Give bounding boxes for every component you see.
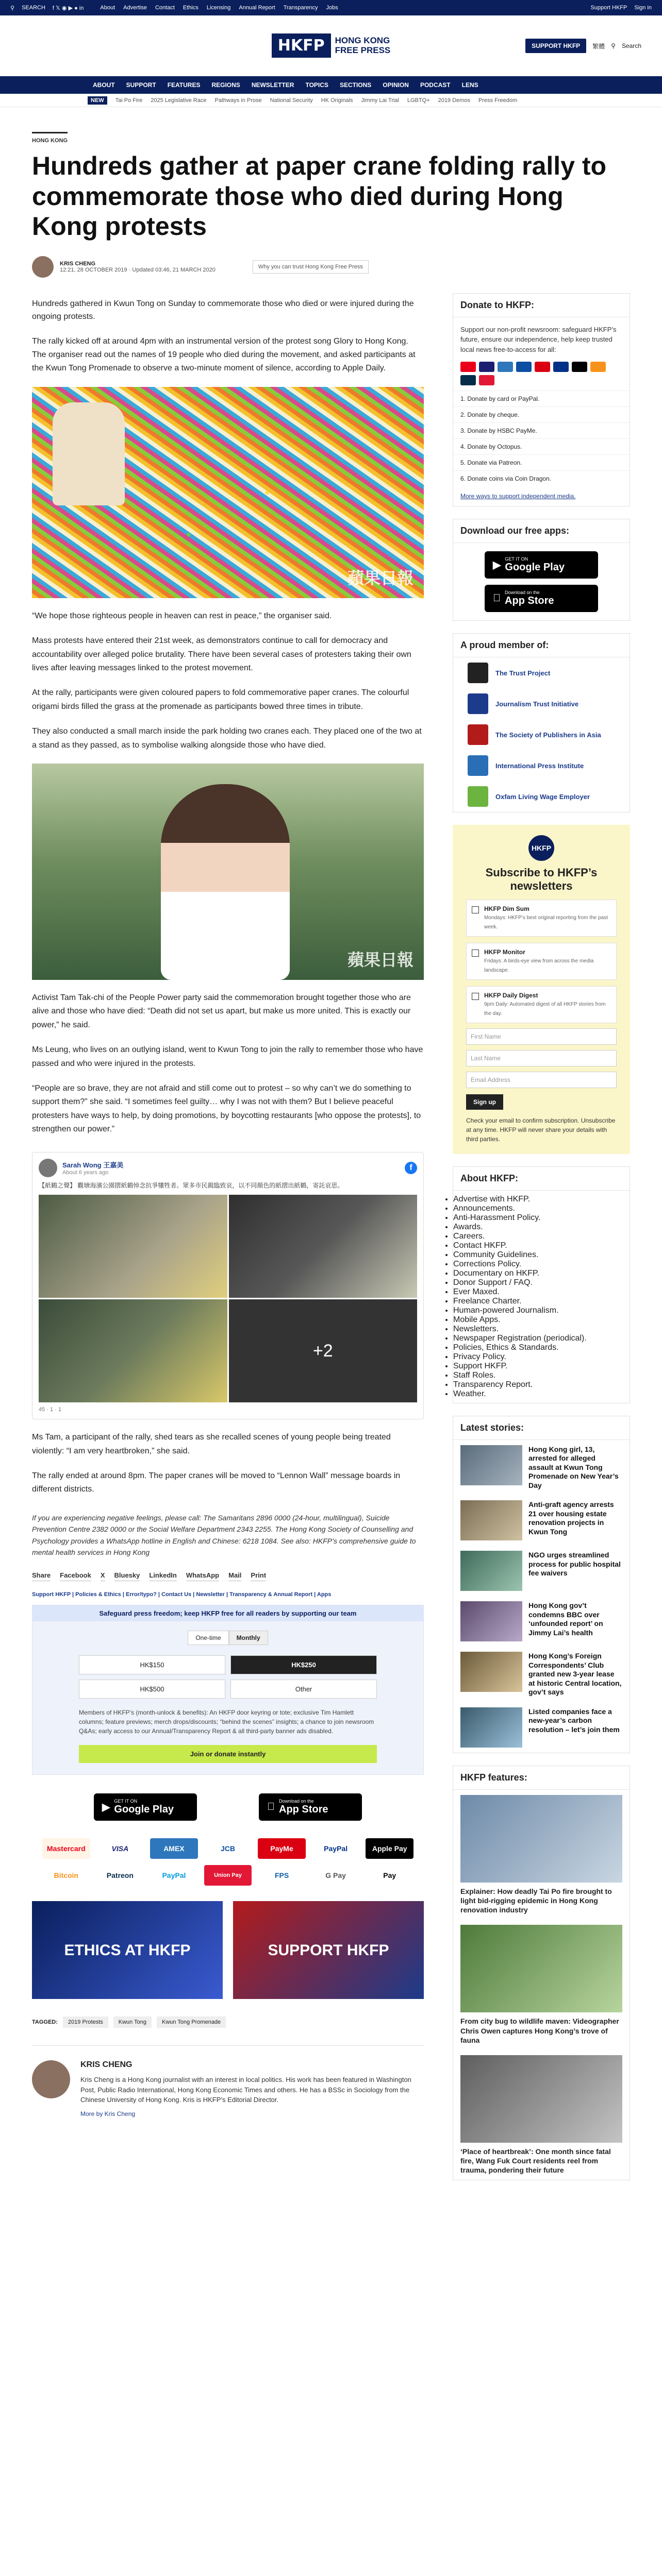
tab-monthly[interactable]: Monthly	[229, 1631, 268, 1645]
story-title[interactable]: Hong Kong’s Foreign Correspondents’ Club granted new 3-year lease at historic Central location, gov’t says	[528, 1652, 622, 1697]
about-link[interactable]: • Corrections Policy.	[453, 1260, 630, 1269]
member-trust-project[interactable]	[453, 657, 630, 688]
donate-option[interactable]: 6. Donate coins via Coin Dragon.	[453, 470, 630, 486]
gp-label: Google Play	[505, 562, 565, 573]
gp-small: GET IT ON	[505, 556, 528, 562]
about-link[interactable]: • Transparency Report.	[453, 1380, 630, 1389]
share-print[interactable]: Print	[251, 1571, 266, 1581]
latest-title: Latest stories:	[453, 1416, 630, 1440]
app-store-badges	[32, 1793, 424, 1821]
donate-option[interactable]: 2. Donate by cheque.	[453, 406, 630, 422]
google-play-icon: ▶	[493, 560, 501, 571]
about-link[interactable]: • Support HKFP.	[453, 1362, 630, 1371]
topbar-link-jobs[interactable]: Jobs	[326, 5, 338, 11]
email-field[interactable]: Email Address	[466, 1072, 617, 1088]
bitcoin-icon	[590, 362, 606, 372]
member-label: The Trust Project	[495, 669, 551, 677]
about-link[interactable]: • Announcements.	[453, 1204, 630, 1213]
feature-title[interactable]: From city bug to wildlife maven: Videographer Chris Owen captures Hong Kong’s trove of fauna	[460, 2017, 619, 2044]
about-link[interactable]: • Advertise with HKFP.	[453, 1195, 630, 1204]
topbar-link-transparency[interactable]: Transparency	[283, 5, 318, 11]
jcb-icon: JCB	[220, 1844, 235, 1853]
article-title: Hundreds gather at paper crane folding rally to commemorate those who died during Hong Kong protests	[32, 151, 607, 241]
logo-line-1: HONG KONG	[335, 35, 390, 45]
site-header	[0, 15, 662, 76]
about-link[interactable]: • Newspaper Registration (periodical).	[453, 1334, 630, 1343]
donate-option[interactable]: 5. Donate via Patreon.	[453, 454, 630, 470]
member-oxfam[interactable]	[453, 781, 630, 812]
fps-icon: FPS	[274, 1871, 289, 1880]
nav-support[interactable]: SUPPORT	[126, 81, 156, 89]
fb-stats: 45 · 1 · 1	[39, 1406, 62, 1413]
donate-widget	[32, 1605, 424, 1775]
trending-item[interactable]: Tai Po Fire	[115, 97, 143, 104]
nl-option-title: HKFP Dim Sum	[484, 905, 529, 912]
tag[interactable]: Kwun Tong Promenade	[157, 2016, 226, 2028]
paragraph: They also conducted a small march inside the park holding two cranes each. They placed one of the two at a stand as they passed, as to symbolise walking alongside those who have died.	[32, 727, 422, 750]
newsletter-signup	[453, 825, 630, 1154]
unionpay-icon	[479, 375, 494, 385]
more-ways-link[interactable]: More ways to support independent media.	[460, 493, 576, 500]
byline	[32, 256, 630, 278]
google-play-badge[interactable]	[94, 1793, 197, 1821]
about-list	[453, 1191, 630, 1403]
newsletter-option[interactable]	[466, 986, 617, 1023]
author-avatar[interactable]	[32, 2060, 70, 2098]
paragraph: Mass protests have entered their 21st week, as demonstrators continue to call for democracy and accountability over alleged police brutality. There have been several cases of protesters taking their own lives after leaving messages linked to the protest movement.	[32, 636, 411, 673]
about-link[interactable]: • Human-powered Journalism.	[453, 1306, 630, 1315]
donate-option[interactable]: 3. Donate by HSBC PayMe.	[453, 422, 630, 438]
member-label: The Society of Publishers in Asia	[495, 731, 601, 739]
about-link[interactable]: • Policies, Ethics & Standards.	[453, 1343, 630, 1352]
as-label: App Store	[497, 595, 547, 606]
nav-podcast[interactable]: PODCAST	[420, 81, 451, 89]
paragraph: The rally ended at around 8pm. The paper cranes will be moved to “Lennon Wall” message boards in different districts.	[32, 1471, 401, 1494]
last-name-field[interactable]: Last Name	[466, 1050, 617, 1066]
amount-option-selected[interactable]: HK$250	[230, 1655, 377, 1674]
search-icon[interactable]: ⚲	[10, 5, 15, 11]
members-title: A proud member of:	[453, 634, 630, 657]
header-search-label[interactable]: Search	[621, 42, 641, 49]
trending-item[interactable]: 2025 Legislative Race	[151, 97, 207, 104]
feature-item[interactable]	[453, 1920, 630, 2050]
header-search-icon[interactable]: ⚲	[611, 42, 616, 49]
top-utility-bar	[0, 0, 662, 15]
hkfp-logo[interactable]	[272, 33, 391, 58]
about-link[interactable]: • Anti-Harassment Policy.	[453, 1213, 630, 1223]
topbar-support-link[interactable]: Support HKFP	[590, 5, 627, 11]
story-item[interactable]	[453, 1495, 630, 1546]
sidebar	[453, 278, 630, 2181]
visa-icon: VISA	[111, 1844, 129, 1853]
tag-list	[32, 2016, 424, 2028]
about-link[interactable]: • Staff Roles.	[453, 1371, 630, 1380]
oxfam-logo	[468, 786, 488, 807]
topbar-link-about[interactable]: About	[100, 5, 115, 11]
donate-option[interactable]: 4. Donate by Octopus.	[453, 438, 630, 454]
paragraph: The rally kicked off at around 4pm with an instrumental version of the protest song Glory to Hong Kong. The organiser read out the names of 19 people who died during the movement, and asked participants at the Kwun Tong Promenade to observe a two-minute moment of silence, according to Apple Daily.	[32, 336, 416, 373]
share-x[interactable]: X	[101, 1571, 105, 1581]
about-link[interactable]: • Mobile Apps.	[453, 1315, 630, 1325]
trending-item[interactable]: Pathways in Prose	[214, 97, 262, 104]
nav-sections[interactable]: SECTIONS	[339, 81, 372, 89]
nav-regions[interactable]: REGIONS	[211, 81, 240, 89]
latest-stories	[453, 1416, 630, 1753]
donate-option[interactable]: 1. Donate by card or PayPal.	[453, 391, 630, 406]
signin-link[interactable]: Sign in	[634, 5, 652, 11]
about-link[interactable]: • Contact HKFP.	[453, 1241, 630, 1250]
fb-photo[interactable]	[39, 1195, 227, 1298]
story-thumbnail[interactable]	[460, 1445, 522, 1485]
about-title: About HKFP:	[453, 1167, 630, 1191]
payment-logos	[32, 1838, 424, 1886]
search-link[interactable]: SEARCH	[22, 5, 45, 11]
app-store-badge[interactable]	[485, 585, 598, 612]
article-category[interactable]: HONG KONG	[32, 132, 68, 144]
features-title: HKFP features:	[453, 1766, 630, 1790]
trending-item[interactable]: HK Originals	[321, 97, 353, 104]
share-facebook[interactable]: Facebook	[60, 1571, 91, 1581]
story-item[interactable]	[453, 1647, 630, 1702]
member-label: Journalism Trust Initiative	[495, 700, 579, 708]
topbar-links	[100, 5, 338, 11]
article-lead: Hundreds gathered in Kwun Tong on Sunday to commemorate those who died or were injured during the ongoing protests.	[32, 299, 414, 321]
visa-icon	[479, 362, 494, 372]
about-link[interactable]: • Community Guidelines.	[453, 1250, 630, 1260]
newsletter-title: Subscribe to HKFP’s newsletters	[485, 866, 598, 893]
apps-sidebar	[453, 519, 630, 621]
story-thumbnail[interactable]	[460, 1551, 522, 1591]
checkbox[interactable]	[472, 906, 479, 913]
nl-option-desc: 9pm Daily: Automated digest of all HKFP stories from the day.	[484, 1001, 606, 1016]
facebook-icon[interactable]: f	[405, 1162, 417, 1174]
author-bio: Kris Cheng is a Hong Kong journalist with an interest in local politics. His work has been featured in Washington Post, Public Radio International, Hong Kong Economic Times and others. He has a BSSc in Sociology from the Chinese University of Hong Kong. Kris is HKFP’s Editorial Director.	[80, 2076, 411, 2104]
nl-option-title: HKFP Daily Digest	[484, 991, 538, 999]
paypal-icon: PayPal	[324, 1844, 348, 1853]
donate-sidebar	[453, 293, 630, 507]
gp-small: GET IT ON	[114, 1799, 138, 1804]
fb-photo-more[interactable]: +2	[229, 1299, 418, 1402]
feature-thumbnail[interactable]	[460, 1795, 622, 1883]
google-play-icon: ▶	[102, 1802, 110, 1814]
topbar-link-contact[interactable]: Contact	[155, 5, 175, 11]
share-linkedin[interactable]: LinkedIn	[149, 1571, 176, 1581]
tab-one-time[interactable]: One-time	[188, 1631, 228, 1645]
ipi-logo	[468, 755, 488, 776]
share-bar	[32, 1571, 424, 1581]
as-label: App Store	[271, 1804, 321, 1816]
story-thumbnail[interactable]	[460, 1500, 522, 1540]
apple-icon	[493, 592, 501, 604]
logo-box: HKFP	[272, 33, 331, 58]
first-name-field[interactable]: First Name	[466, 1028, 617, 1045]
patreon-icon	[460, 375, 476, 385]
author-box	[32, 2045, 424, 2117]
fb-photo[interactable]	[39, 1299, 227, 1402]
newsletter-note: Check your email to confirm subscription. Unsubscribe at any time. HKFP will never share your details with third parties.	[466, 1116, 616, 1143]
story-title[interactable]: Anti-graft agency arrests 21 over housing estate renovation projects in Kwun Tong	[528, 1500, 614, 1536]
member-sopa[interactable]	[453, 719, 630, 750]
amount-option[interactable]: HK$500	[79, 1680, 225, 1699]
hkfp-badge: HKFP	[528, 835, 554, 861]
tag[interactable]: 2019 Protests	[63, 2016, 108, 2028]
author-name[interactable]: KRIS CHENG	[60, 260, 96, 267]
trending-item[interactable]: National Security	[270, 97, 313, 104]
card-icons	[453, 362, 630, 391]
support-hkfp-button[interactable]: SUPPORT HKFP	[525, 39, 586, 53]
checkbox[interactable]	[472, 950, 479, 957]
amex-icon: AMEX	[150, 1838, 198, 1859]
unionpay-icon: Union Pay	[204, 1865, 252, 1886]
member-label: International Press Institute	[495, 761, 584, 770]
story-title[interactable]: Listed companies face a new-year’s carbon resolution – let’s join them	[528, 1707, 620, 1734]
paragraph: Ms Tam, a participant of the rally, shed tears as she recalled scenes of young people being treated violently: “I am very heartbroken,” she said.	[32, 1433, 391, 1455]
share-whatsapp[interactable]: WhatsApp	[186, 1571, 219, 1581]
donate-options	[453, 391, 630, 486]
social-icons[interactable]: f 𝕏 ◉ ▶ ● in	[52, 5, 84, 11]
feature-thumbnail[interactable]	[460, 1925, 622, 2012]
logo-line-2: FREE PRESS	[335, 45, 391, 55]
nav-topics[interactable]: TOPICS	[305, 81, 328, 89]
mastercard-icon	[460, 362, 476, 372]
story-item[interactable]	[453, 1546, 630, 1596]
nl-option-title: HKFP Monitor	[484, 948, 525, 956]
member-jti[interactable]	[453, 688, 630, 719]
newsletter-option[interactable]	[466, 900, 617, 937]
about-link[interactable]: • Privacy Policy.	[453, 1352, 630, 1362]
trust-project-logo	[468, 663, 488, 683]
story-title[interactable]: NGO urges streamlined process for public hospital fee waivers	[528, 1551, 621, 1578]
nav-opinion[interactable]: OPINION	[383, 81, 409, 89]
signup-button[interactable]: Sign up	[466, 1094, 503, 1110]
article-dates: 12:21, 28 OCTOBER 2019 · Updated 03:46, 21 MARCH 2020	[60, 266, 216, 273]
donate-title: Donate to HKFP:	[453, 294, 630, 317]
bitcoin-icon: Bitcoin	[54, 1871, 78, 1880]
apple-pay-icon: Apple Pay	[366, 1838, 413, 1859]
author-box-name[interactable]: KRIS CHENG	[80, 2060, 133, 2070]
as-small: Download on the	[497, 590, 532, 595]
topbar-link-licensing[interactable]: Licensing	[206, 5, 231, 11]
patreon-icon: Patreon	[106, 1871, 134, 1880]
photo-paper-cranes	[32, 387, 424, 598]
sopa-logo	[468, 724, 488, 745]
member-label: Oxfam Living Wage Employer	[495, 792, 590, 801]
share-label: Share	[32, 1571, 51, 1581]
membership-note: Members of HKFP’s (month-unlock & benefits): An HKFP door keyring or tote; exclusive Tim Hamlett columns; feature previews; merch drops/discounts; “behind the scenes” insights; a chance to join newsroom Q&As; early access to our Annual/Transparency Report & all third-party banner ads disabled.	[79, 1709, 374, 1735]
amount-option-other[interactable]: Other	[230, 1680, 377, 1699]
tag[interactable]: Kwun Tong	[113, 2016, 152, 2028]
nav-about[interactable]: ABOUT	[93, 81, 115, 89]
join-donate-button[interactable]: Join or donate instantly	[79, 1745, 377, 1763]
donate-banner: Safeguard press freedom; keep HKFP free for all readers by supporting our team	[32, 1605, 423, 1621]
feature-item[interactable]	[453, 1790, 630, 1920]
story-item[interactable]	[453, 1596, 630, 1647]
topbar-link-advertise[interactable]: Advertise	[123, 5, 147, 11]
mastercard-icon: Mastercard	[42, 1838, 90, 1859]
fb-author[interactable]: Sarah Wong 王嘉美	[62, 1161, 124, 1169]
topbar-link-annual-report[interactable]: Annual Report	[239, 5, 275, 11]
payme-icon	[535, 362, 550, 372]
story-title[interactable]: Hong Kong girl, 13, arrested for alleged assault at Kwun Tong Promenade on New Year’s Day	[528, 1445, 619, 1489]
jcb-icon	[516, 362, 532, 372]
trending-item[interactable]: 2019 Demos	[438, 97, 470, 104]
nav-features[interactable]: FEATURES	[167, 81, 201, 89]
about-link[interactable]: • Weather.	[453, 1389, 630, 1399]
member-ipi[interactable]	[453, 750, 630, 781]
fb-date: About 6 years ago	[62, 1170, 109, 1176]
about-link[interactable]: • Freelance Charter.	[453, 1297, 630, 1306]
trending-item[interactable]: Press Freedom	[478, 97, 518, 104]
story-thumbnail[interactable]	[460, 1707, 522, 1748]
google-play-badge[interactable]	[485, 551, 598, 579]
photo-participant-folding	[32, 764, 424, 980]
pay-icon: Pay	[383, 1871, 396, 1880]
apple-pay-icon	[572, 362, 587, 372]
checkbox[interactable]	[472, 993, 479, 1000]
author-avatar[interactable]	[32, 256, 54, 278]
mental-health-note: If you are experiencing negative feelings, please call: The Samaritans 2896 0000 (24-hour, multilingual), Suicide Prevention Centre 2382 0000 or the Social Welfare Department 2343 2255. The Hong Kong Society of Counselling and Psychology provides a WhatsApp hotline in English and Chinese: 6218 1084. See also: HKFP’s comprehensive guide to mental health services in Hong Kong	[32, 1513, 416, 1557]
ethics-promo[interactable]: ETHICS AT HKFP	[32, 1901, 223, 1999]
photo-watermark: 蘋果日報	[347, 950, 413, 970]
trending-bar	[0, 94, 662, 107]
gp-label: Google Play	[114, 1804, 174, 1816]
support-links[interactable]: Support HKFP | Policies & Ethics | Error/typo? | Contact Us | Newsletter | Transparency & Annual Report | Apps	[32, 1591, 332, 1598]
nl-option-desc: Fridays: A birds-eye view from across the media landscape.	[484, 958, 594, 973]
as-small: Download on the	[271, 1799, 306, 1804]
paragraph: “People are so brave, they are not afraid and still come out to protest – so why can’t we do something to support them?” she said. “I sometimes feel guilty… why I was not with them? But I believe peaceful protesters have ways to help, by doing promotions, by boycotting restaurants [who oppose the protests], to strengthen our power.”	[32, 1083, 421, 1134]
fb-photo[interactable]	[229, 1195, 418, 1298]
about-link[interactable]: • Newsletters.	[453, 1325, 630, 1334]
fb-avatar[interactable]	[39, 1159, 57, 1177]
main-nav	[0, 76, 662, 94]
story-thumbnail[interactable]	[460, 1652, 522, 1692]
jti-logo	[468, 693, 488, 714]
support-promo[interactable]: SUPPORT HKFP	[233, 1901, 424, 1999]
new-badge: NEW	[88, 96, 107, 105]
app-store-badge[interactable]	[259, 1793, 362, 1821]
paragraph: At the rally, participants were given coloured papers to fold commemorative paper cranes. The colourful origami birds filled the grass at the promenade as participants bowed three times in tribute.	[32, 688, 409, 711]
feature-title[interactable]: ‘Place of heartbreak’: One month since fatal fire, Wang Fuk Court residents reel from trauma, pondering their future	[460, 2147, 611, 2175]
facebook-embed[interactable]	[32, 1152, 424, 1420]
donate-text: Support our non-profit newsroom: safeguard HKFP’s future, ensure our independence, help keep trusted local news free-to-access for all:	[460, 325, 617, 353]
photo-person	[161, 784, 290, 980]
more-by-author-link[interactable]: More by Kris Cheng	[80, 2110, 136, 2117]
apple-icon	[267, 1801, 275, 1813]
nav-lens[interactable]: LENS	[461, 81, 478, 89]
feature-thumbnail[interactable]	[460, 2055, 622, 2143]
about-link[interactable]: • Donor Support / FAQ.	[453, 1278, 630, 1287]
photo-watermark: 蘋果日報	[347, 568, 413, 588]
story-thumbnail[interactable]	[460, 1601, 522, 1641]
paypal-icon: PayPal	[162, 1871, 186, 1880]
story-item[interactable]	[453, 1702, 630, 1753]
amount-option[interactable]: HK$150	[79, 1655, 225, 1674]
apps-title: Download our free apps:	[453, 519, 630, 543]
trust-link[interactable]: Why you can trust Hong Kong Free Press	[253, 260, 369, 274]
nav-newsletter[interactable]: NEWSLETTER	[251, 81, 294, 89]
article-body	[32, 278, 424, 2117]
paragraph: Ms Leung, who lives on an outlying island, went to Kwun Tong to join the rally to remember those who have passed and who were injured in the protests.	[32, 1045, 423, 1068]
trending-item[interactable]: LGBTQ+	[407, 97, 430, 104]
about-sidebar	[453, 1166, 630, 1403]
about-link[interactable]: • Careers.	[453, 1232, 630, 1241]
feature-title[interactable]: Explainer: How deadly Tai Po fire brought to light bid-rigging epidemic in Hong Kong renovation industry	[460, 1887, 612, 1914]
feature-item[interactable]	[453, 2050, 630, 2180]
about-link[interactable]: • Awards.	[453, 1223, 630, 1232]
amex-icon	[498, 362, 513, 372]
about-link[interactable]: • Ever Maxed.	[453, 1287, 630, 1297]
story-item[interactable]	[453, 1440, 630, 1496]
fb-post-text: 【紙鶴之聲】 觀塘海濱公園摺紙鶴悼念抗爭犧牲者。眾多市民親臨致哀，以不同顏色的紙摺出紙鶴，寄託哀思。	[39, 1181, 344, 1189]
newsletter-option[interactable]	[466, 943, 617, 980]
paragraph: “We hope those righteous people in heaven can rest in peace,” the organiser said.	[32, 611, 332, 620]
payme-icon: PayMe	[258, 1838, 306, 1859]
story-title[interactable]: Hong Kong gov’t condemns BBC over ‘unfounded report’ on Jimmy Lai’s health	[528, 1601, 603, 1637]
members-sidebar	[453, 633, 630, 812]
share-bluesky[interactable]: Bluesky	[114, 1571, 140, 1581]
paragraph: Activist Tam Tak-chi of the People Power party said the commemoration brought together those who are alive and those who have died: “Death did not set us apart, but make us more united. This is exactly our power,” he said.	[32, 993, 411, 1029]
logo-text	[335, 36, 391, 55]
language-link[interactable]: 繁體	[592, 42, 605, 50]
photo-person	[53, 402, 125, 505]
paypal-icon	[553, 362, 569, 372]
fb-photo-grid[interactable]	[39, 1195, 417, 1402]
share-mail[interactable]: Mail	[228, 1571, 241, 1581]
google-pay-icon: G Pay	[325, 1871, 346, 1880]
trending-item[interactable]: Jimmy Lai Trial	[361, 97, 399, 104]
nl-option-desc: Mondays: HKFP’s best original reporting from the past week.	[484, 914, 608, 930]
topbar-link-ethics[interactable]: Ethics	[183, 5, 198, 11]
about-link[interactable]: • Documentary on HKFP.	[453, 1269, 630, 1278]
tagged-label: TAGGED:	[32, 2019, 58, 2026]
features-sidebar	[453, 1766, 630, 2181]
promo-banners	[32, 1901, 424, 1999]
